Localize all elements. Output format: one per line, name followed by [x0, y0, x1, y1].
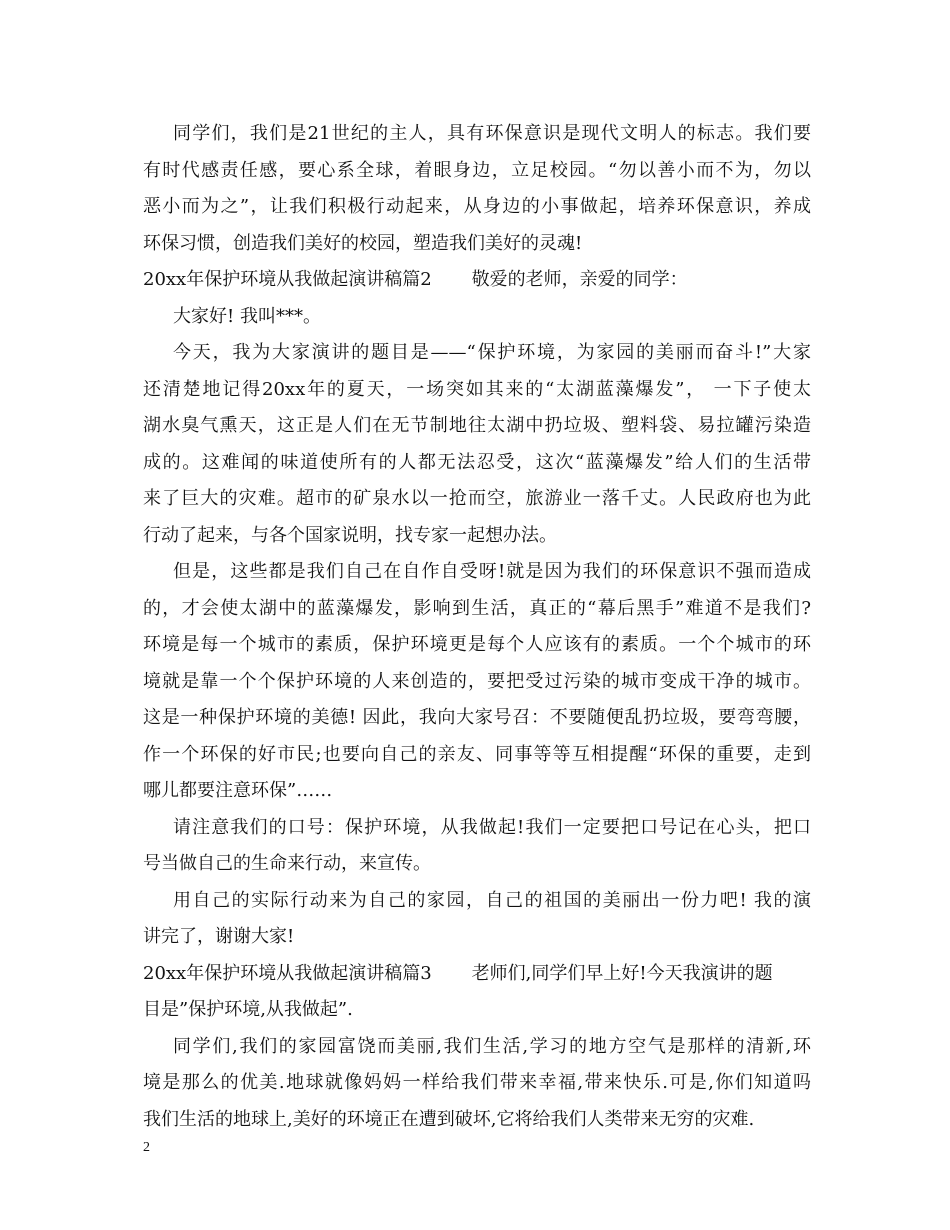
- text-line: 但是，这些都是我们自己在自作自受呀!就是因为我们的环保意识不强而造成: [173, 561, 811, 582]
- text-line: 今天，我为大家演讲的题目是——“保护环境，为家园的美丽而奋斗!”大家: [173, 342, 811, 363]
- text-line: 讲完了，谢谢大家!: [143, 926, 295, 947]
- text-line: 的，才会使太湖中的蓝藻爆发，影响到生活，真正的“幕后黑手”难道不是我们?: [143, 597, 811, 619]
- text-line: 目是”保护环境,从我做起”.: [143, 999, 353, 1020]
- text-line: 境就是靠一个个保护环境的人来创造的，要把受过污染的城市变成干净的城市。: [143, 670, 811, 692]
- text-line: 环境是每一个城市的素质，保护环境更是每个人应该有的素质。一个个城市的环: [143, 634, 811, 655]
- text-line: 成的。这难闻的味道使所有的人都无法忍受，这次“蓝藻爆发”给人们的生活带: [143, 451, 811, 473]
- text-line: 大家好! 我叫***。: [173, 305, 321, 327]
- text-line: 作一个环保的好市民;也要向自己的亲友、同事等等互相提醒“环保的重要，走到: [143, 743, 811, 765]
- text-line: 来了巨大的灾难。超市的矿泉水以一抢而空，旅游业一落千丈。人民政府也为此: [143, 488, 811, 509]
- text-line: 境是那么的优美.地球就像妈妈一样给我们带来幸福,带来快乐.可是,你们知道吗: [143, 1072, 811, 1093]
- text-line: 用自己的实际行动来为自己的家园，自己的祖国的美丽出一份力吧! 我的演: [173, 889, 811, 911]
- text-line: 同学们,我们的家园富饶而美丽,我们生活,学习的地方空气是那样的清新,环: [173, 1035, 811, 1057]
- section-opening-text: 老师们,同学们早上好!今天我演讲的题: [471, 962, 773, 984]
- text-line: 恶小而为之”，让我们积极行动起来，从身边的小事做起，培养环保意识，养成: [143, 196, 811, 217]
- text-line: 有时代感责任感，要心系全球，着眼身边，立足校园。“勿以善小而不为，勿以: [143, 159, 811, 181]
- text-line: 这是一种保护环境的美德! 因此，我向大家号召：不要随便乱扔垃圾，要弯弯腰，: [143, 707, 811, 728]
- text-line: 行动了起来，与各个国家说明，找专家一起想办法。: [143, 524, 557, 546]
- page-number: 2: [143, 1140, 150, 1155]
- section-title: 20xx年保护环境从我做起演讲稿篇3: [143, 962, 432, 984]
- text-line: 湖水臭气熏天，这正是人们在无节制地往太湖中扔垃圾、塑料袋、易拉罐污染造: [143, 415, 811, 436]
- text-line: 我们生活的地球上,美好的环境正在遭到破坏,它将给我们人类带来无穷的灾难.: [143, 1108, 755, 1130]
- text-line: 哪儿都要注意环保”……: [143, 780, 333, 801]
- section-title: 20xx年保护环境从我做起演讲稿篇2: [143, 269, 432, 290]
- section-heading: [143, 262, 811, 299]
- text-line: 号当做自己的生命来行动，来宣传。: [143, 853, 431, 874]
- text-line: 请注意我们的口号：保护环境，从我做起!我们一定要把口号记在心头，把口: [173, 816, 811, 838]
- section-opening-text: 敬爱的老师，亲爱的同学：: [471, 269, 688, 290]
- text-line: 同学们，我们是21世纪的主人，具有环保意识是现代文明人的标志。我们要: [173, 123, 811, 144]
- document-body: [143, 116, 811, 1138]
- text-line: 环保习惯，创造我们美好的校园，塑造我们美好的灵魂!: [143, 232, 583, 254]
- section-heading: [143, 956, 811, 993]
- text-line: 还清楚地记得20xx年的夏天，一场突如其来的“太湖蓝藻爆发”， 一下子使太: [143, 378, 811, 400]
